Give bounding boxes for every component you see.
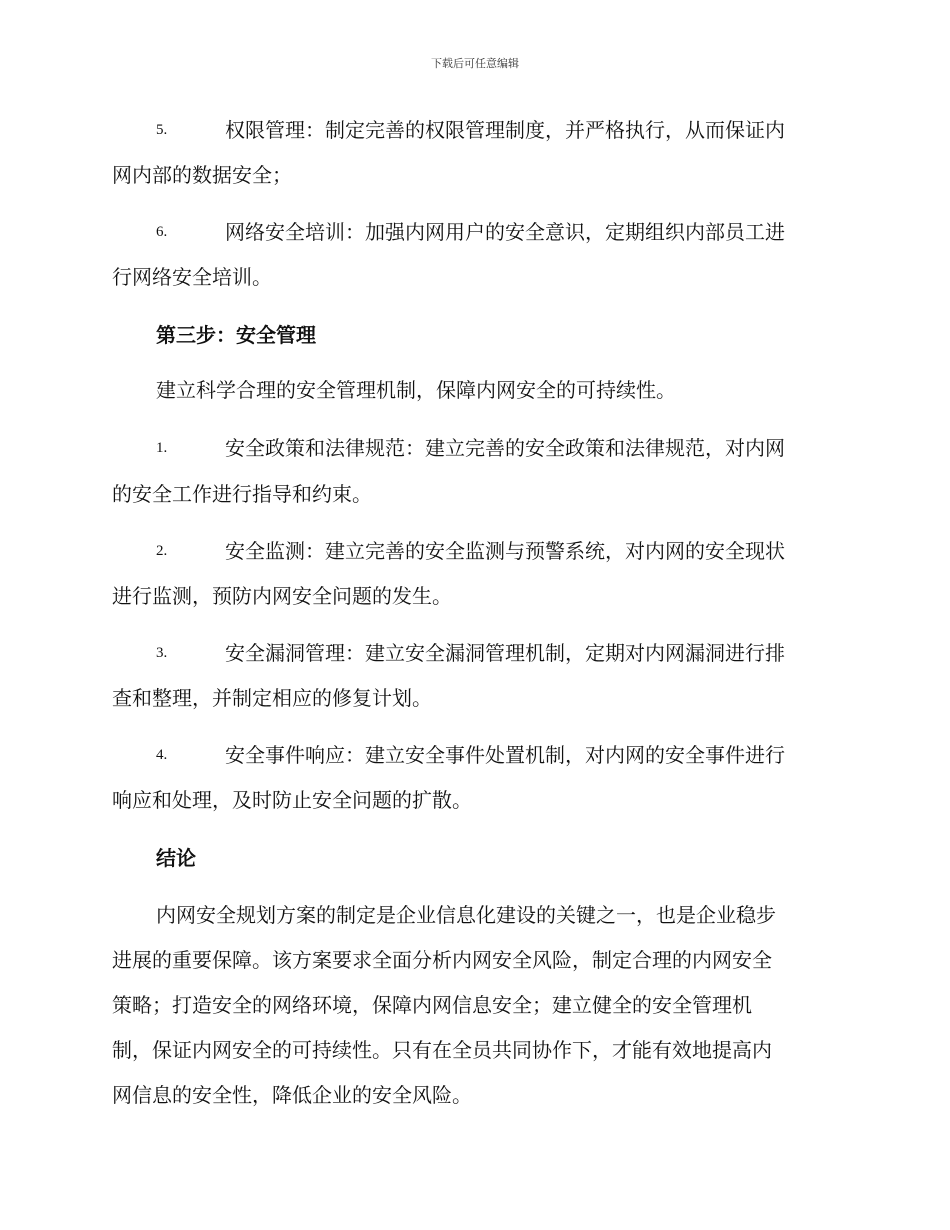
page-header: 下载后可任意编辑 (431, 57, 519, 70)
conclusion-heading: 结论 (156, 846, 196, 870)
section-intro: 建立科学合理的安全管理机制，保障内网安全的可持续性。 (156, 378, 676, 402)
conclusion-paragraph-line: 策略；打造安全的网络环境，保障内网信息安全；建立健全的安全管理机 (112, 993, 752, 1017)
list-item-text: 安全事件响应：建立安全事件处置机制，对内网的安全事件进行 (225, 743, 785, 767)
list-item-number: 3. (156, 645, 168, 661)
list-item-text-continued: 进行监测，预防内网安全问题的发生。 (112, 584, 452, 608)
list-item-text-continued: 网内部的数据安全； (112, 163, 292, 187)
list-item-text: 权限管理：制定完善的权限管理制度，并严格执行，从而保证内 (225, 118, 785, 142)
conclusion-paragraph-line: 进展的重要保障。该方案要求全面分析内网安全风险，制定合理的内网安全 (112, 948, 772, 972)
list-item-number: 2. (156, 543, 168, 559)
list-item-text: 安全漏洞管理：建立安全漏洞管理机制，定期对内网漏洞进行排 (225, 641, 785, 665)
list-item-number: 1. (156, 440, 168, 456)
list-item-number: 6. (156, 224, 168, 240)
list-item-text-continued: 行网络安全培训。 (112, 265, 272, 289)
list-item-text: 网络安全培训：加强内网用户的安全意识，定期组织内部员工进 (225, 220, 785, 244)
list-item-text-continued: 的安全工作进行指导和约束。 (112, 482, 372, 506)
list-item-text-continued: 响应和处理，及时防止安全问题的扩散。 (112, 788, 472, 812)
list-item-number: 5. (156, 122, 168, 138)
list-item-text: 安全监测：建立完善的安全监测与预警系统，对内网的安全现状 (225, 539, 785, 563)
conclusion-paragraph-line: 网信息的安全性，降低企业的安全风险。 (112, 1083, 472, 1107)
conclusion-paragraph-line: 内网安全规划方案的制定是企业信息化建设的关键之一，也是企业稳步 (156, 903, 776, 927)
list-item-text-continued: 查和整理，并制定相应的修复计划。 (112, 686, 432, 710)
list-item-text: 安全政策和法律规范：建立完善的安全政策和法律规范，对内网 (225, 436, 785, 460)
section-heading: 第三步：安全管理 (156, 323, 316, 347)
conclusion-paragraph-line: 制，保证内网安全的可持续性。只有在全员共同协作下，才能有效地提高内 (112, 1038, 772, 1062)
list-item-number: 4. (156, 747, 168, 763)
